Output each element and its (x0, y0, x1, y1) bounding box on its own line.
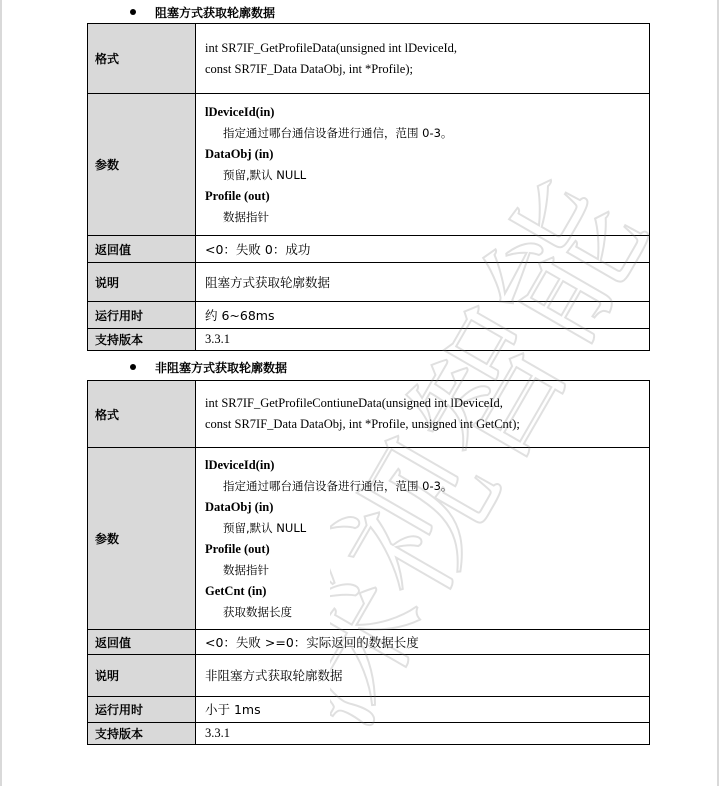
runtime-label: 运行用时 (88, 697, 196, 723)
format-value (196, 381, 650, 448)
runtime-value: 小于 1ms (196, 697, 650, 723)
runtime-row (88, 697, 650, 723)
format-value (196, 24, 650, 94)
format-row (88, 381, 650, 448)
param-desc: 指定通过哪台通信设备进行通信，范围 0-3。 (223, 125, 453, 140)
param-name: GetCnt (in) (205, 583, 267, 598)
format-row (88, 24, 650, 94)
params-row (88, 94, 650, 236)
return-row (88, 630, 650, 655)
desc-row (88, 263, 650, 302)
api-table (87, 23, 650, 351)
param-name: DataObj (in) (205, 499, 274, 514)
param-name: lDeviceId(in) (205, 457, 275, 472)
param-desc: 数据指针 (223, 562, 269, 577)
format-label: 格式 (88, 24, 196, 94)
version-value: 3.3.1 (196, 723, 650, 745)
param-desc: 指定通过哪台通信设备进行通信，范围 0-3。 (223, 478, 453, 493)
section-heading (126, 2, 275, 22)
desc-row (88, 655, 650, 697)
format-label: 格式 (88, 381, 196, 448)
param-name: DataObj (in) (205, 146, 274, 161)
version-label: 支持版本 (88, 329, 196, 351)
return-label: 返回值 (88, 236, 196, 263)
format-line: const SR7IF_Data DataObj, int *Profile, unsigned int GetCnt); (205, 417, 520, 431)
return-value: <0：失败 >=0：实际返回的数据长度 (196, 630, 650, 655)
desc-value: 阻塞方式获取轮廓数据 (196, 263, 650, 302)
bullet-icon (130, 9, 136, 15)
format-line: int SR7IF_GetProfileContiuneData(unsigned int lDeviceId, (205, 396, 503, 410)
version-value: 3.3.1 (196, 329, 650, 351)
param-desc: 预留,默认 NULL (223, 520, 307, 535)
runtime-label: 运行用时 (88, 302, 196, 329)
params-value (196, 94, 650, 236)
version-row (88, 329, 650, 351)
params-label: 参数 (88, 448, 196, 630)
version-label: 支持版本 (88, 723, 196, 745)
param-name: lDeviceId(in) (205, 104, 275, 119)
params-value (196, 448, 650, 630)
bullet-icon (130, 364, 136, 370)
return-row (88, 236, 650, 263)
api-table (87, 380, 650, 745)
params-row (88, 448, 650, 630)
param-desc: 获取数据长度 (223, 604, 292, 619)
section-heading-text: 非阻塞方式获取轮廓数据 (155, 360, 288, 375)
format-line: int SR7IF_GetProfileData(unsigned int lDeviceId, (205, 40, 458, 55)
return-label: 返回值 (88, 630, 196, 655)
param-desc: 数据指针 (223, 209, 269, 224)
runtime-value: 约 6~68ms (196, 302, 650, 329)
return-value: <0：失败 0：成功 (196, 236, 650, 263)
param-name: Profile (out) (205, 541, 270, 556)
runtime-row (88, 302, 650, 329)
format-line: const SR7IF_Data DataObj, int *Profile); (205, 61, 413, 76)
desc-label: 说明 (88, 263, 196, 302)
section-heading (126, 357, 287, 377)
section-heading-text: 阻塞方式获取轮廓数据 (155, 5, 276, 20)
version-row (88, 723, 650, 745)
param-name: Profile (out) (205, 188, 270, 203)
desc-value: 非阻塞方式获取轮廓数据 (196, 655, 650, 697)
param-desc: 预留,默认 NULL (223, 167, 307, 182)
params-label: 参数 (88, 94, 196, 236)
watermark-text: 深视智能 (330, 155, 670, 754)
page-edge-left (0, 0, 2, 786)
desc-label: 说明 (88, 655, 196, 697)
